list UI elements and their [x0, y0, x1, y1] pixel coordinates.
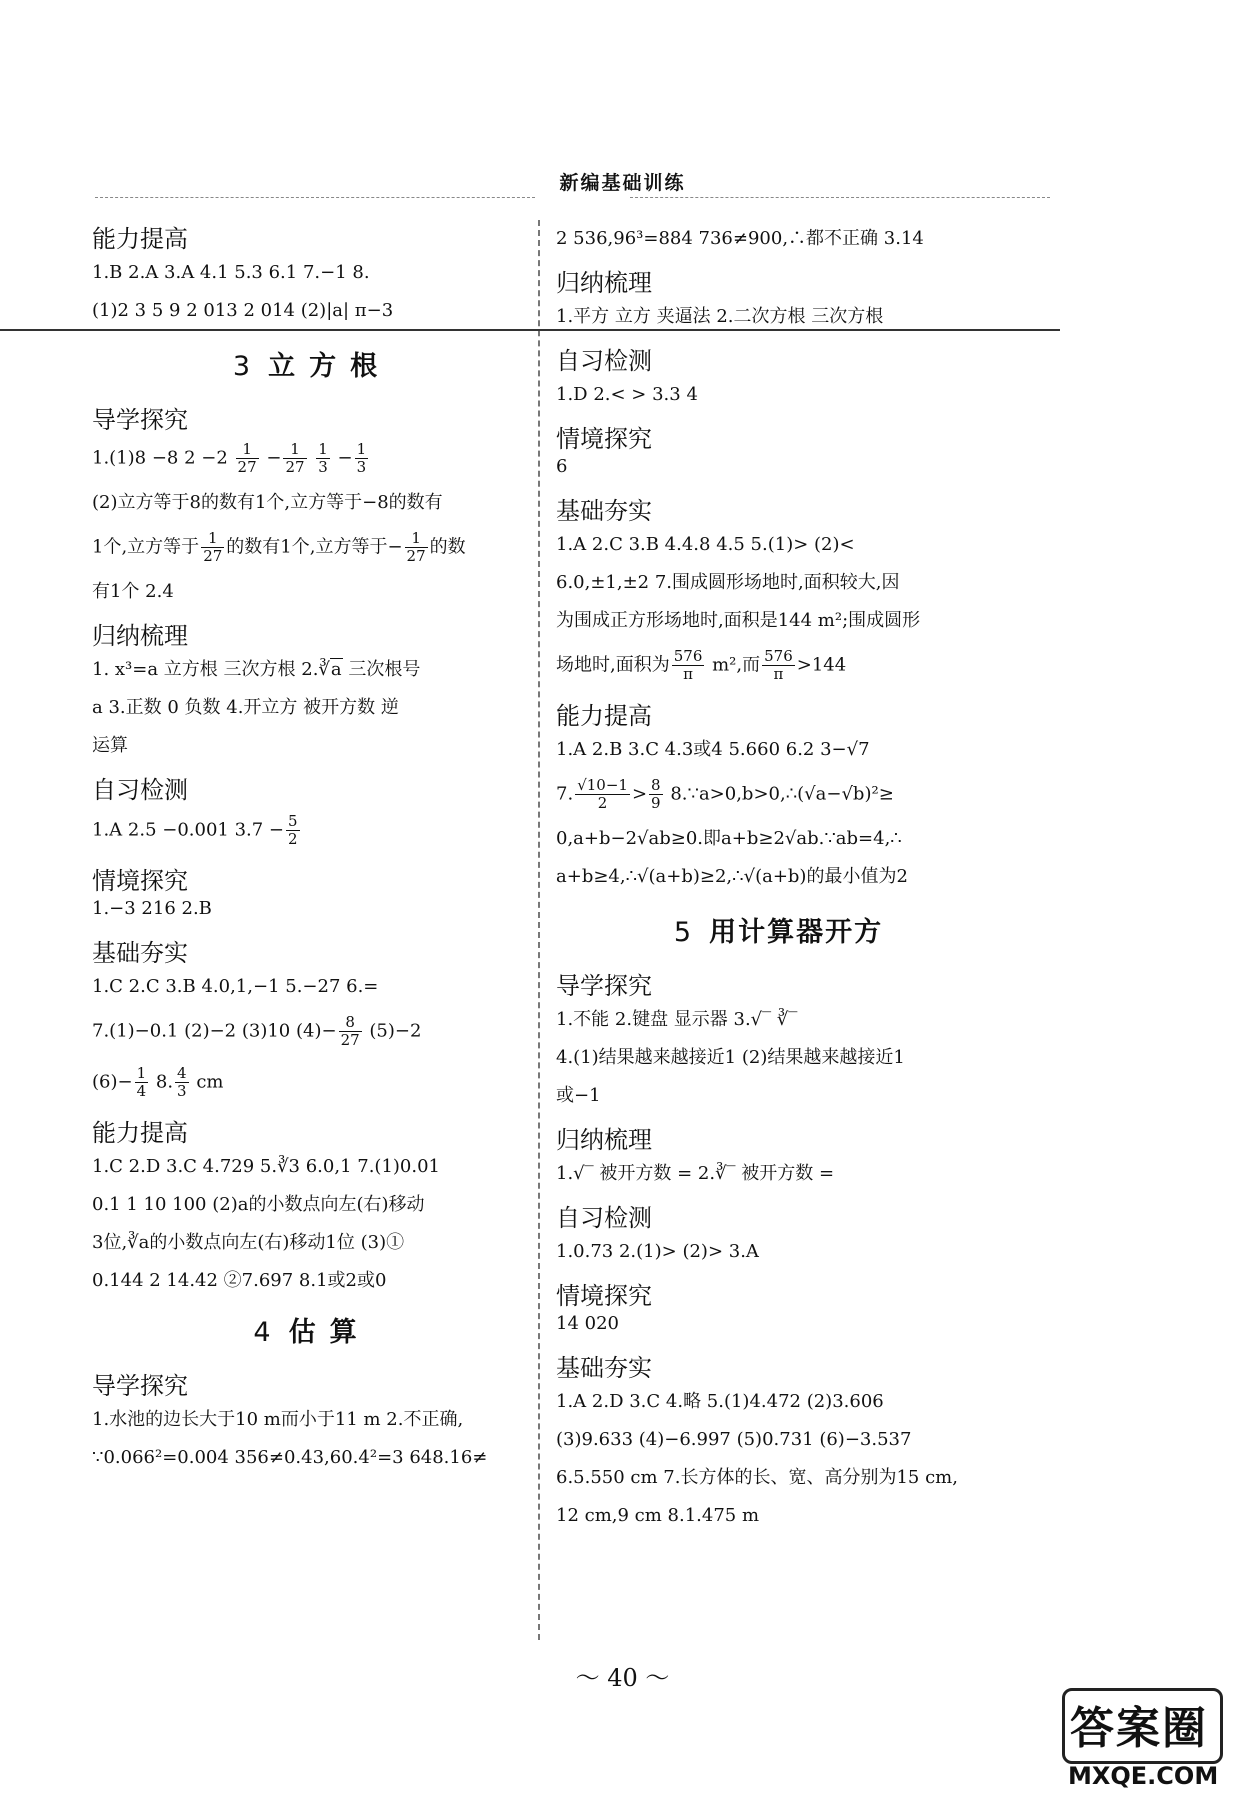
- section-title: 基础夯实: [556, 1354, 652, 1382]
- section-title: 自习检测: [92, 776, 188, 804]
- answer-line: 1.A 2.B 3.C 4.3或4 5.660 6.2 3−√7: [556, 739, 870, 760]
- section-title: 能力提高: [92, 225, 188, 253]
- section-title: 情境探究: [556, 425, 652, 453]
- chapter-heading: [556, 910, 1001, 949]
- chapter-title: 立方根: [268, 351, 392, 382]
- header-rule-left: [95, 197, 535, 198]
- answer-text: 1.(1)8 −8 2 −2: [92, 447, 228, 469]
- answer-line: 2 536,96³=884 736≠900,∴都不正确 3.14: [556, 228, 924, 249]
- answer-line: 0.1 1 10 100 (2)a的小数点向左(右)移动: [92, 1194, 425, 1215]
- fraction: $\frac{1}{27}$: [203, 529, 223, 565]
- answer-line: 1. x³=a 立方根 三次方根 2.∛a 三次根号: [92, 659, 421, 680]
- watermark-text: 答案圈: [1070, 1703, 1208, 1754]
- section-title: 归纳梳理: [556, 269, 652, 297]
- answer-line: 有1个 2.4: [92, 581, 174, 602]
- answer-line: 1.C 2.C 3.B 4.0,1,−1 5.−27 6.=: [92, 976, 379, 997]
- section-title: 能力提高: [556, 702, 652, 730]
- fraction: $\frac{1}{3}$: [356, 440, 367, 476]
- fraction: $\frac{8}{27}$: [340, 1013, 360, 1049]
- answer-line: 6.0,±1,±2 7.围成圆形场地时,面积较大,因: [556, 572, 900, 593]
- section-title: 自习检测: [556, 1204, 652, 1232]
- answer-line: 或−1: [556, 1085, 601, 1106]
- answer-line: a 3.正数 0 负数 4.开立方 被开方数 逆: [92, 697, 399, 718]
- answer-line: 7.(1)−0.1 (2)−2 (3)10 (4)− $\frac{8}{27}$ (5)−2: [92, 1013, 422, 1049]
- section-title: 能力提高: [92, 1119, 188, 1147]
- chapter-number: 3: [232, 351, 251, 382]
- section-title: 自习检测: [556, 347, 652, 375]
- answer-line: a+b≥4,∴√(a+b)≥2,∴√(a+b)的最小值为2: [556, 866, 908, 887]
- chapter-heading: [92, 344, 532, 383]
- answer-line: (2)立方等于8的数有1个,立方等于−8的数有: [92, 492, 443, 513]
- header-rule-right: [630, 197, 1050, 198]
- section-title: 导学探究: [556, 972, 652, 1000]
- section-title: 情境探究: [556, 1282, 652, 1310]
- answer-line: 1.A 2.5 −0.001 3.7 − $\frac{5}{2}$: [92, 812, 298, 848]
- section-title: 基础夯实: [556, 497, 652, 525]
- page-number: ～ 40 ～: [575, 1664, 670, 1692]
- answer-line: 1.0.73 2.(1)> (2)> 3.A: [556, 1241, 759, 1262]
- answer-line: (6)− $\frac{1}{4}$ 8. $\frac{4}{3}$ cm: [92, 1064, 224, 1100]
- answer-line: 1个,立方等于 $\frac{1}{27}$ 的数有1个,立方等于− $\frac{1}{27}$ 的数: [92, 529, 466, 565]
- chapter-title: 估算: [288, 1317, 371, 1348]
- answer-line: ∵0.066²=0.004 356≠0.43,60.4²=3 648.16≠: [92, 1447, 488, 1468]
- chapter-number: 5: [673, 917, 692, 948]
- fraction: $\frac{1}{4}$: [136, 1064, 147, 1100]
- answer-line: 1.(1)8 −8 2 −2 $\frac{1}{27}$ − $\frac{1}{27}$ $\frac{1}{3}$ − $\frac{1}{3}$: [92, 440, 367, 476]
- answer-line: 7. $\frac{√10-1}{2}$ > $\frac{8}{9}$ 8.∵a>0,b>0,∴(√a−√b)²≥: [556, 776, 894, 812]
- chapter-title: 用计算器开方: [709, 917, 884, 948]
- section-title: 导学探究: [92, 1372, 188, 1400]
- answer-line: 1.B 2.A 3.A 4.1 5.3 6.1 7.−1 8.: [92, 262, 370, 283]
- fraction: $\frac{1}{3}$: [318, 440, 328, 476]
- answer-line: 14 020: [556, 1313, 619, 1334]
- watermark-url: MXQE.COM: [1068, 1762, 1219, 1790]
- chapter-number: 4: [253, 1317, 271, 1348]
- answer-line: 1.A 2.C 3.B 4.4.8 4.5 5.(1)> (2)<: [556, 534, 855, 555]
- watermark-logo: [1062, 1680, 1222, 1790]
- answer-line: (1)2 3 5 9 2 013 2 014 (2)|a| π−3: [92, 300, 394, 321]
- fraction: $\frac{4}{3}$: [177, 1064, 187, 1100]
- left-column: [92, 222, 532, 1485]
- column-divider: [538, 220, 540, 1640]
- answer-line: 12 cm,9 cm 8.1.475 m: [556, 1505, 760, 1526]
- answer-line: 1.不能 2.键盘 显示器 3.√‾ ∛‾: [556, 1009, 798, 1030]
- answer-line: 场地时,面积为 $\frac{576}{\pi}$ m²,而 $\frac{576}{\pi}$ >144: [556, 647, 847, 683]
- answer-line: 4.(1)结果越来越接近1 (2)结果越来越接近1: [556, 1047, 905, 1068]
- page-header: 新编基础训练: [559, 172, 686, 194]
- answer-line: 3位,∛a的小数点向左(右)移动1位 (3)①: [92, 1232, 405, 1253]
- answer-line: 1.C 2.D 3.C 4.729 5.∛3 6.0,1 7.(1)0.01: [92, 1156, 441, 1177]
- section-title: 导学探究: [92, 406, 188, 434]
- answer-line: 1.D 2.< > 3.3 4: [556, 384, 698, 405]
- fraction: $\frac{1}{27}$: [285, 440, 305, 476]
- chapter-heading: [92, 1310, 532, 1349]
- fraction: $\frac{576}{\pi}$: [673, 647, 703, 683]
- answer-line: (3)9.633 (4)−6.997 (5)0.731 (6)−3.537: [556, 1429, 912, 1450]
- fraction: $\frac{576}{\pi}$: [764, 647, 793, 683]
- answer-line: 1.A 2.D 3.C 4.略 5.(1)4.472 (2)3.606: [556, 1391, 884, 1412]
- section-title: 情境探究: [92, 867, 188, 895]
- answer-line: 0.144 2 14.42 ②7.697 8.1或2或0: [92, 1270, 387, 1291]
- fraction: $\frac{1}{27}$: [237, 440, 257, 476]
- answer-line: 6.5.550 cm 7.长方体的长、宽、高分别为15 cm,: [556, 1467, 958, 1488]
- answer-line: 1.−3 216 2.B: [92, 898, 212, 919]
- fraction: $\frac{√10-1}{2}$: [577, 776, 628, 812]
- answer-line: 6: [556, 456, 568, 477]
- section-title: 基础夯实: [92, 939, 188, 967]
- right-column: [556, 222, 1001, 1543]
- answer-line: 1.平方 立方 夹逼法 2.二次方根 三次方根: [556, 306, 884, 327]
- fraction: $\frac{8}{9}$: [651, 776, 661, 812]
- answer-line: 1.水池的边长大于10 m而小于11 m 2.不正确,: [92, 1409, 464, 1430]
- answer-line: 为围成正方形场地时,面积是144 m²;围成圆形: [556, 610, 921, 631]
- answer-line: 1.√‾ 被开方数 = 2.∛‾ 被开方数 =: [556, 1163, 835, 1184]
- answer-line: 0,a+b−2√ab≥0.即a+b≥2√ab.∵ab=4,∴: [556, 828, 902, 849]
- answer-line: 运算: [92, 735, 128, 756]
- section-title: 归纳梳理: [92, 622, 188, 650]
- fraction: $\frac{1}{27}$: [406, 529, 426, 565]
- section-title: 归纳梳理: [556, 1126, 652, 1154]
- fraction: $\frac{5}{2}$: [288, 812, 298, 848]
